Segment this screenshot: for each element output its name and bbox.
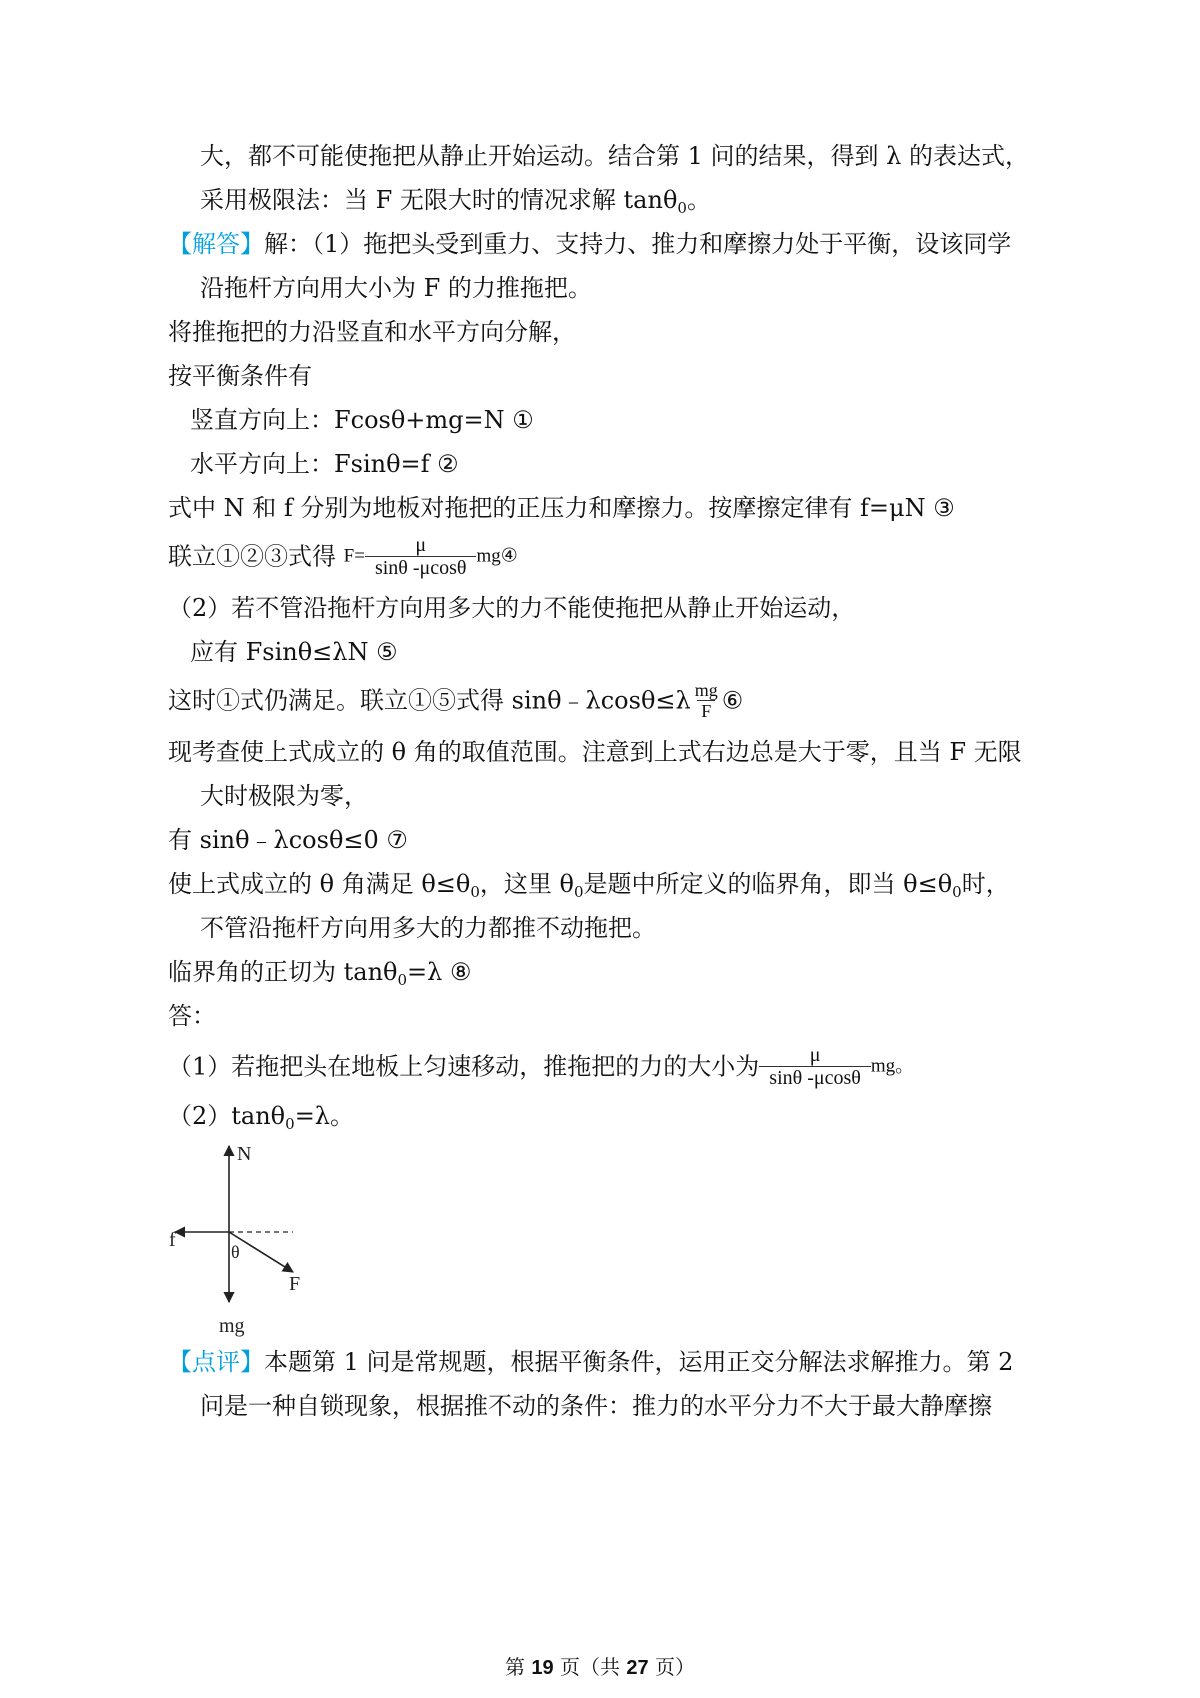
answer-2-line: （2）tanθ$_0$=λ。 (168, 1102, 355, 1133)
equation-6-line: 这时①式仍满足。联立①⑤式得 sinθ﹣λcosθ≤λ $\frac{mg}{F}$ ⑥ (168, 680, 744, 721)
answer-heading: 答： (168, 1002, 216, 1030)
label-f-small: f (169, 1229, 176, 1251)
text-line-4: 沿拖杆方向用大小为 F 的力推拖把。 (200, 274, 592, 302)
solution-heading-line: 【解答】解：（1）拖把头受到重力、支持力、推力和摩擦力处于平衡，设该同学 (168, 230, 1012, 258)
text-line-18: 不管沿拖杆方向用多大的力都推不动拖把。 (200, 914, 656, 942)
text-line-2: 采用极限法：当 F 无限大时的情况求解 tanθ$_0$。 (200, 186, 711, 217)
answer-1-line: （1）若拖把头在地板上匀速移动，推拖把的力的大小为 $\frac{\mu}{\sin\theta -\mu\cos\theta}$ mg。 (168, 1044, 915, 1089)
review-tag: 【点评】 (168, 1348, 264, 1376)
equation-2-line: 水平方向上：Fsinθ=f ② (190, 450, 459, 478)
text-line-5: 将推拖把的力沿竖直和水平方向分解， (168, 318, 576, 346)
label-n: N (237, 1143, 252, 1165)
solution-tag: 【解答】 (168, 230, 264, 258)
label-theta: θ (231, 1242, 240, 1262)
text-line-17: 使上式成立的 θ 角满足 $\theta\le\theta_0$，这里 $\theta_0$是题中所定义的临界角，即当 $\theta\le\theta_0$时， (168, 870, 1010, 901)
equation-5-line: 应有 Fsinθ≤λN ⑤ (190, 638, 398, 666)
current-page-number: 19 (531, 1657, 554, 1679)
force-diagram (165, 1140, 325, 1340)
text-line-11: （2）若不管沿拖杆方向用多大的力不能使拖把从静止开始运动， (168, 594, 856, 622)
equation-1-line: 竖直方向上：Fcosθ+mg=N ① (190, 406, 534, 434)
equation-4-line: 联立①②③式得 F= $\frac{\mu}{\sin\theta -\mu\cos\theta}$ mg④ (168, 534, 518, 579)
label-f-large: F (289, 1273, 301, 1295)
force-fraction: $\frac{\mu}{\sin\theta -\mu\cos\theta}$ (365, 534, 477, 579)
mg-over-f-fraction: $\frac{mg}{F}$ (694, 680, 718, 721)
text-line-6: 按平衡条件有 (168, 362, 312, 390)
text-line-9: 式中 N 和 f 分别为地板对拖把的正压力和摩擦力。按摩擦定律有 f=μN ③ (168, 494, 955, 522)
text-line-15: 大时极限为零， (200, 782, 368, 810)
text-line-1: 大，都不可能使拖把从静止开始运动。结合第 1 问的结果，得到 λ 的表达式， (200, 142, 1029, 170)
label-mg: mg (219, 1315, 245, 1337)
total-page-count: 27 (626, 1657, 649, 1679)
equation-7-line: 有 sinθ﹣λcosθ≤0 ⑦ (168, 826, 408, 854)
page-footer: 第 19 页（共 27 页） (505, 1655, 695, 1679)
answer-force-fraction: $\frac{\mu}{\sin\theta -\mu\cos\theta}$ (759, 1044, 871, 1089)
equation-8-line: 临界角的正切为 tanθ$_0$=λ ⑧ (168, 958, 472, 989)
review-line-1: 【点评】本题第 1 问是常规题，根据平衡条件，运用正交分解法求解推力。第 2 (168, 1348, 1014, 1376)
review-line-2: 问是一种自锁现象，根据推不动的条件：推力的水平分力不大于最大静摩擦 (200, 1392, 992, 1420)
text-line-14: 现考查使上式成立的 θ 角的取值范围。注意到上式右边总是大于零，且当 F 无限 (168, 738, 1022, 766)
